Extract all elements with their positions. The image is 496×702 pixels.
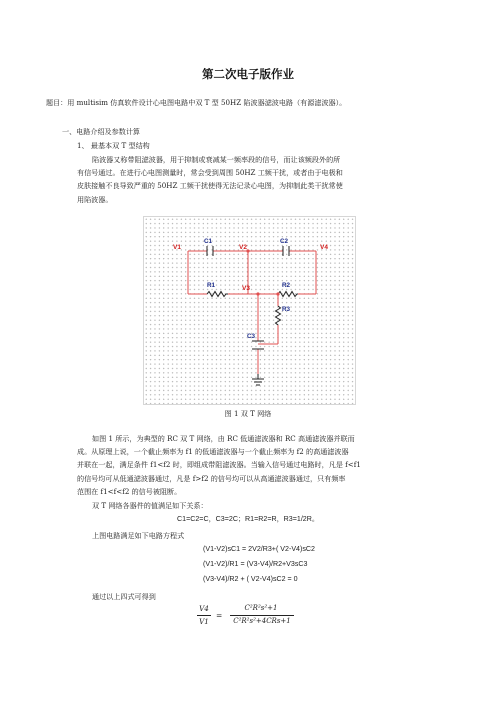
equation-3: (V3-V4)/R2 + ( V2-V4)sC2 = 0 — [203, 575, 298, 583]
equals-sign: = — [216, 611, 223, 620]
equation-2: (V1-V2)/R1 = (V3-V4)/R2+V3sC3 — [203, 560, 308, 568]
node-label-v1: V1 — [173, 244, 181, 251]
section-heading: 一、电路介绍及参数计算 — [62, 127, 141, 136]
intro-line: 用陷波器。 — [77, 194, 113, 204]
intro-line: 有信号通过。在进行心电图测量时，常会受到周围 50HZ 工频干扰，或者由于电极和 — [77, 168, 343, 178]
intro-paragraph — [77, 153, 398, 206]
lhs-denominator: V1 — [199, 617, 209, 626]
label-r2: R2 — [282, 282, 291, 289]
figure-caption: 图 1 双 T 网络 — [224, 409, 272, 418]
page-title: 第二次电子版作业 — [202, 69, 294, 81]
label-c1: C1 — [204, 238, 213, 245]
lhs-numerator: V4 — [199, 604, 209, 613]
analysis-line: 并联在一起，满足条件 f1<f2 时，即组成带阻滤波器。当输入信号通过电路时，凡是 f<f1 — [77, 460, 361, 470]
label-r1: R1 — [207, 282, 216, 289]
analysis-paragraph — [77, 432, 410, 498]
transfer-function — [196, 604, 336, 638]
circuit-wires — [188, 251, 316, 374]
rhs-fraction-bar — [230, 615, 294, 616]
junction-dots — [246, 249, 279, 295]
intro-line: 陷波器又称带阻滤波器，用于抑制或衰减某一频率段的信号，而让该频段外的所 — [92, 155, 341, 164]
analysis-line: 的信号均可从低通滤波器通过，凡是 f>f2 的信号均可以从高通滤波器通过，只有频率 — [77, 473, 346, 483]
analysis-line: 范围在 f1<f<f2 的信号被阻断。 — [77, 486, 182, 496]
label-r3: R3 — [282, 306, 291, 313]
analysis-line: 成。从原理上说，一个截止频率为 f1 的低通滤波器与一个截止频率为 f2 的高通滤波器 — [77, 447, 349, 457]
result-intro: 通过以上四式可得到 — [92, 592, 156, 601]
node-label-v4: V4 — [320, 244, 328, 251]
label-c3: C3 — [247, 333, 256, 340]
intro-line: 皮肤接触不良导致严重的 50HZ 工频干扰使得无法记录心电图，为抑制此类干扰常使 — [77, 181, 343, 191]
circuit-figure — [143, 216, 356, 405]
values-intro: 双 T 网络各器件的值满足如下关系： — [92, 501, 208, 510]
equations-intro: 上图电路满足如下电路方程式 — [92, 531, 185, 540]
assignment-topic: 题目：用 multisim 仿真软件设计心电图电路中双 T 型 50HZ 陷波器滤波电路（有源滤波器）。 — [46, 98, 347, 107]
node-label-v3: V3 — [242, 285, 250, 292]
label-c2: C2 — [280, 238, 289, 245]
node-label-v2: V2 — [239, 244, 247, 251]
analysis-line: 如图 1 所示，为典型的 RC 双 T 网络，由 RC 低通滤波器和 RC 高通滤波器并联而 — [92, 434, 355, 443]
subsection-heading: 1、 最基本双 T 型结构 — [77, 141, 150, 150]
rhs-numerator: C²R²s²+1 — [244, 604, 278, 612]
twin-t-schematic — [144, 217, 355, 404]
components — [207, 246, 298, 385]
equation-1: (V1-V2)sC1 = 2V2/R3+( V2-V4)sC2 — [203, 545, 315, 553]
lhs-fraction-bar — [197, 615, 211, 616]
values-relation: C1=C2=C，C3=2C；R1=R2=R，R3=1/2R。 — [177, 515, 319, 523]
rhs-denominator: C²R²s²+4CRs+1 — [233, 617, 291, 625]
